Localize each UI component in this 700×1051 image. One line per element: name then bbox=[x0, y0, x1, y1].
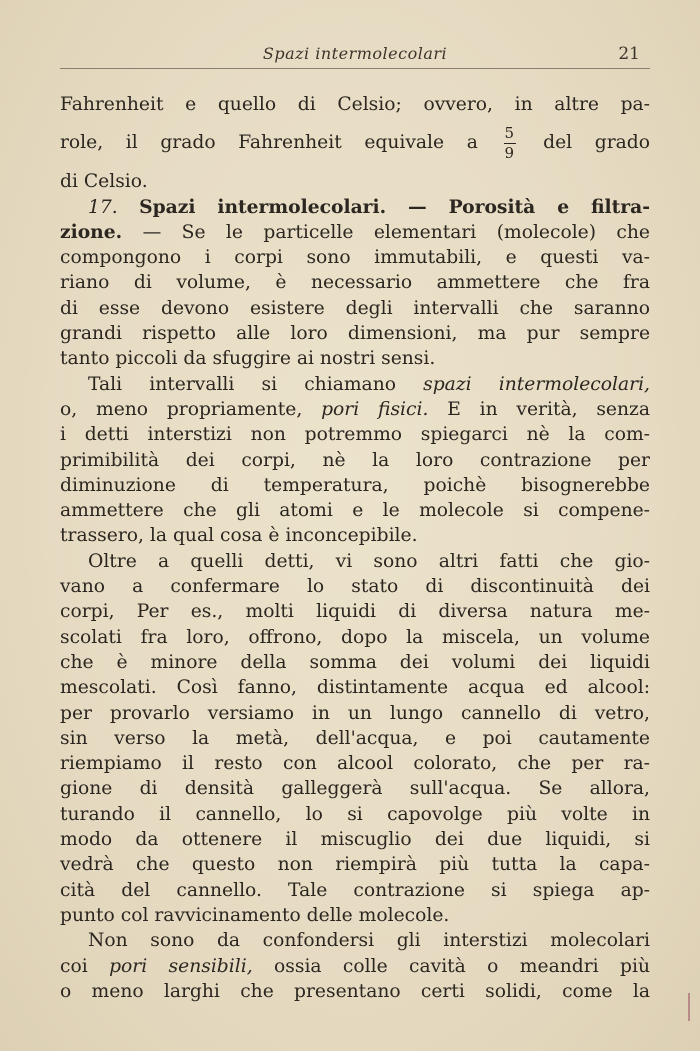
text-line: vano a confermare lo stato di discontinuità dei bbox=[60, 576, 650, 598]
text-line: punto col ravvicinamento delle molecole. bbox=[60, 904, 450, 926]
text-fragment: o, meno propriamente, bbox=[60, 398, 322, 420]
text-line: di esse devono esistere degli intervalli che saranno bbox=[60, 297, 650, 319]
fraction-numerator: 5 bbox=[504, 123, 515, 142]
text-line: Non sono da confondersi gli interstizi molecolari bbox=[88, 930, 650, 952]
section-heading-line bbox=[60, 195, 650, 220]
text-line: primibilità dei corpi, nè la loro contrazione per bbox=[60, 449, 650, 471]
text-line: grandi rispetto alle loro dimensioni, ma pur sempre bbox=[60, 323, 650, 345]
text-line: vedrà che questo non riempirà più tutta la capa- bbox=[60, 854, 650, 876]
fraction bbox=[504, 125, 516, 162]
italic-term: pori fisici. bbox=[321, 398, 429, 420]
text-line bbox=[60, 954, 650, 979]
text-fragment: — Se le particelle elementari (molecole) che bbox=[122, 221, 650, 243]
section-title-end: zione. bbox=[60, 220, 123, 243]
section-title: Spazi intermolecolari. — Porosità e filtra- bbox=[139, 195, 651, 218]
text-fragment: del grado bbox=[543, 132, 650, 154]
section-number: 17. bbox=[88, 196, 118, 218]
text-line: modo da ottenere il miscuglio dei due liquidi, si bbox=[60, 829, 650, 851]
text-line: corpi, Per es., molti liquidi di diversa natura me- bbox=[60, 601, 650, 623]
italic-term: spazi intermolecolari, bbox=[423, 373, 650, 395]
text-line: gione di densità galleggerà sull'acqua. Se allora, bbox=[60, 778, 650, 800]
italic-term: pori sensibili, bbox=[109, 955, 253, 977]
page-number: 21 bbox=[618, 44, 640, 64]
text-line: mescolati. Così fanno, distintamente acqua ed alcool: bbox=[60, 677, 650, 699]
text-line-with-fraction bbox=[60, 117, 650, 169]
text-line: i detti interstizi non potremmo spiegarci nè la com- bbox=[60, 424, 650, 446]
text-line: Oltre a quelli detti, vi sono altri fatti che gio- bbox=[88, 550, 650, 572]
text-line: Fahrenheit e quello di Celsio; ovvero, in altre pa- bbox=[60, 94, 650, 115]
text-line: che è minore della somma dei volumi dei liquidi bbox=[60, 651, 650, 673]
text-line: riempiamo il resto con alcool colorato, che per ra- bbox=[60, 753, 650, 775]
text-line bbox=[60, 372, 650, 397]
text-line: riano di volume, è necessario ammettere che fra bbox=[60, 272, 650, 294]
text-line: o meno larghi che presentano certi solidi, come la bbox=[60, 980, 650, 1002]
page-header bbox=[60, 38, 650, 69]
text-line bbox=[60, 220, 650, 245]
text-line: tanto piccoli da sfuggire ai nostri sensi. bbox=[60, 348, 436, 370]
text-line: ammettere che gli atomi e le molecole si compene- bbox=[60, 500, 650, 522]
text-fragment: ossia colle cavità o meandri più bbox=[252, 955, 650, 977]
text-line: diminuzione di temperatura, poichè bisognerebbe bbox=[60, 474, 650, 496]
text-line: compongono i corpi sono immutabili, e questi va- bbox=[60, 247, 650, 269]
text-line: cità del cannello. Tale contrazione si spiega ap- bbox=[60, 879, 650, 901]
text-fragment: Tali intervalli si chiamano bbox=[88, 373, 424, 395]
text-line: per provarlo versiamo in un lungo cannello di vetro, bbox=[60, 702, 650, 724]
text-line: trassero, la qual cosa è inconcepibile. bbox=[60, 525, 418, 547]
text-fragment: E in verità, senza bbox=[428, 398, 650, 420]
running-title: Spazi intermolecolari bbox=[262, 44, 448, 63]
text-line: di Celsio. bbox=[60, 171, 148, 193]
text-fragment: coi bbox=[60, 955, 110, 977]
body-text bbox=[60, 92, 650, 1004]
text-line bbox=[60, 397, 650, 422]
text-fragment: role, il grado Fahrenheit equivale a bbox=[60, 132, 478, 154]
text-line: sin verso la metà, dell'acqua, e poi cautamente bbox=[60, 727, 650, 749]
text-line: turando il cannello, lo si capovolge più volte in bbox=[60, 803, 650, 825]
fraction-denominator: 9 bbox=[504, 143, 515, 162]
page-edge-mark bbox=[688, 993, 700, 1021]
text-line: scolati fra loro, offrono, dopo la miscela, un volume bbox=[60, 626, 650, 648]
